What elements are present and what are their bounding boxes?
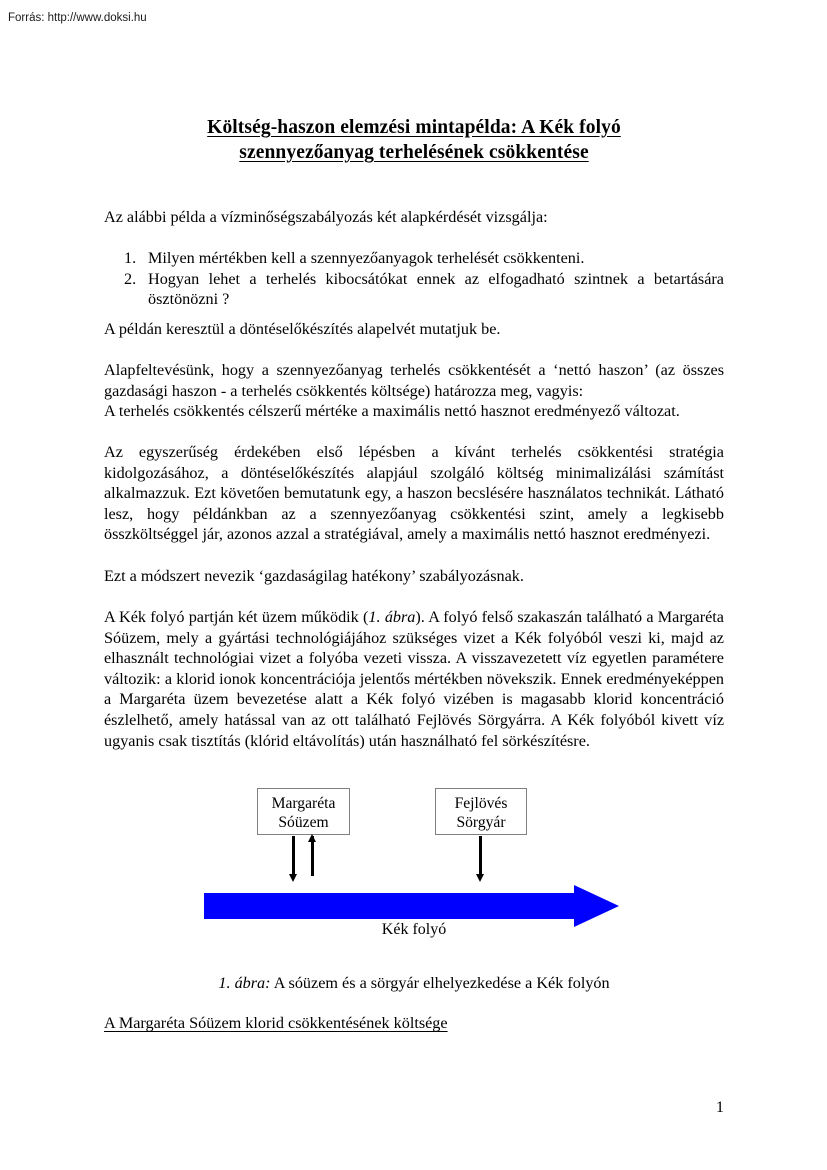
assumption-paragraph: Alapfeltevésünk, hogy a szennyezőanyag terhelés csökkentését a ‘nettó haszon’ (az összes gazdasági haszon - a terhelés csökkentés költsége) határozza meg, vagyis: <box>104 361 724 400</box>
list-item <box>104 248 724 269</box>
arrow-up-icon <box>308 834 316 842</box>
figure-caption-text: A sóüzem és a sörgyár elhelyezkedése a Kék folyón <box>270 974 610 992</box>
title-line-1: Költség-haszon elemzési mintapélda: A Kék folyó <box>207 117 621 138</box>
intake-pipe-margareta <box>311 836 314 876</box>
list-item-number: 1. <box>124 249 137 267</box>
example-paragraph: A példán keresztül a döntéselőkészítés alapelvét mutatjuk be. <box>104 320 501 338</box>
figure-caption <box>104 973 724 993</box>
title-line-2: szennyezőanyag terhelésének csökkentése <box>239 142 589 163</box>
arrow-down-icon <box>289 874 297 882</box>
list-item-label: Hogyan lehet a terhelés kibocsátókat ennek az elfogadható szintnek a betartására ösztönözni ? <box>148 269 724 309</box>
plant-box-fejloves-line2: Sörgyár <box>456 814 506 831</box>
source-url-line: Forrás: http://www.doksi.hu <box>8 12 147 24</box>
plant-box-fejloves-line1: Fejlövés <box>454 795 508 812</box>
page-number: 1 <box>715 1098 724 1116</box>
river-figure <box>104 780 724 955</box>
discharge-pipe-margareta <box>292 836 295 876</box>
method-paragraph: Az egyszerűség érdekében első lépésben a kívánt terhelés csökkentési stratégia kidolgozásához, a döntéselőkészítés alapjául szolgáló költség minimalizálási számítást alkalmazzuk. Ezt követően bemutatunk egy, a haszon becslésére használatos technikát. Látható lesz, hogy példánkban az a szennyezőanyag csökkentési szint, amely a legkisebb összköltséggel jár, azonos azzal a stratégiával, amely a maximális nettó hasznot eredményezi. <box>104 443 724 544</box>
plant-box-margareta-line1: Margaréta <box>271 795 336 812</box>
figure-caption-number: 1. ábra: <box>218 974 271 992</box>
assumption-conclusion: A terhelés csökkentés célszerű mértéke a maximális nettó hasznot eredményező változat. <box>104 402 680 420</box>
arrow-down-icon <box>476 874 484 882</box>
plant-box-margareta <box>257 788 350 835</box>
river-arrow-shaft <box>204 893 579 919</box>
question-list <box>104 248 724 310</box>
plant-box-fejloves <box>435 788 527 835</box>
list-item-number: 2. <box>124 269 137 288</box>
river-description-paragraph <box>104 607 724 751</box>
figure-reference: 1. ábra <box>368 608 416 626</box>
list-item <box>104 269 724 310</box>
section-subheading <box>104 1013 724 1033</box>
document-title <box>104 115 724 165</box>
section-subheading-label: A Margaréta Sóüzem klorid csökkentésének költsége <box>104 1014 448 1032</box>
intro-paragraph: Az alábbi példa a vízminőségszabályozás két alapkérdését vizsgálja: <box>104 208 548 226</box>
page-title <box>104 115 724 165</box>
list-item-label: Milyen mértékben kell a szennyezőanyagok terhelését csökkenteni. <box>148 249 585 267</box>
river-desc-part-b: ). A folyó felső szakaszán található a Margaréta Sóüzem, mely a gyártási technológiájához szükséges vizet a Kék folyóból veszi ki, majd az elhasznált technológiai vizet a folyóba vezeti vissza. A visszavezetett víz egyetlen paramétere változik: a klorid ionok koncentrációja jelentős mértékben növekszik. Ennek eredményeképpen a Margaréta üzem bevezetése alatt a Kék folyó vizében is magasabb klorid koncentráció észlelhető, amely hatással van az ott található Fejlövés Sörgyárra. A Kék folyóból kivett víz ugyanis csak tisztítás (klórid eltávolítás) után használható fel sörkészítésre. <box>104 608 724 750</box>
river-desc-part-a: A Kék folyó partján két üzem működik ( <box>104 608 369 626</box>
method-last-line: Ezt a módszert nevezik ‘gazdaságilag hatékony’ szabályozásnak. <box>104 567 524 585</box>
intake-pipe-fejloves <box>479 836 482 876</box>
river-label: Kék folyó <box>381 921 447 938</box>
plant-box-margareta-line2: Sóüzem <box>278 814 329 831</box>
river-arrow <box>204 893 619 919</box>
